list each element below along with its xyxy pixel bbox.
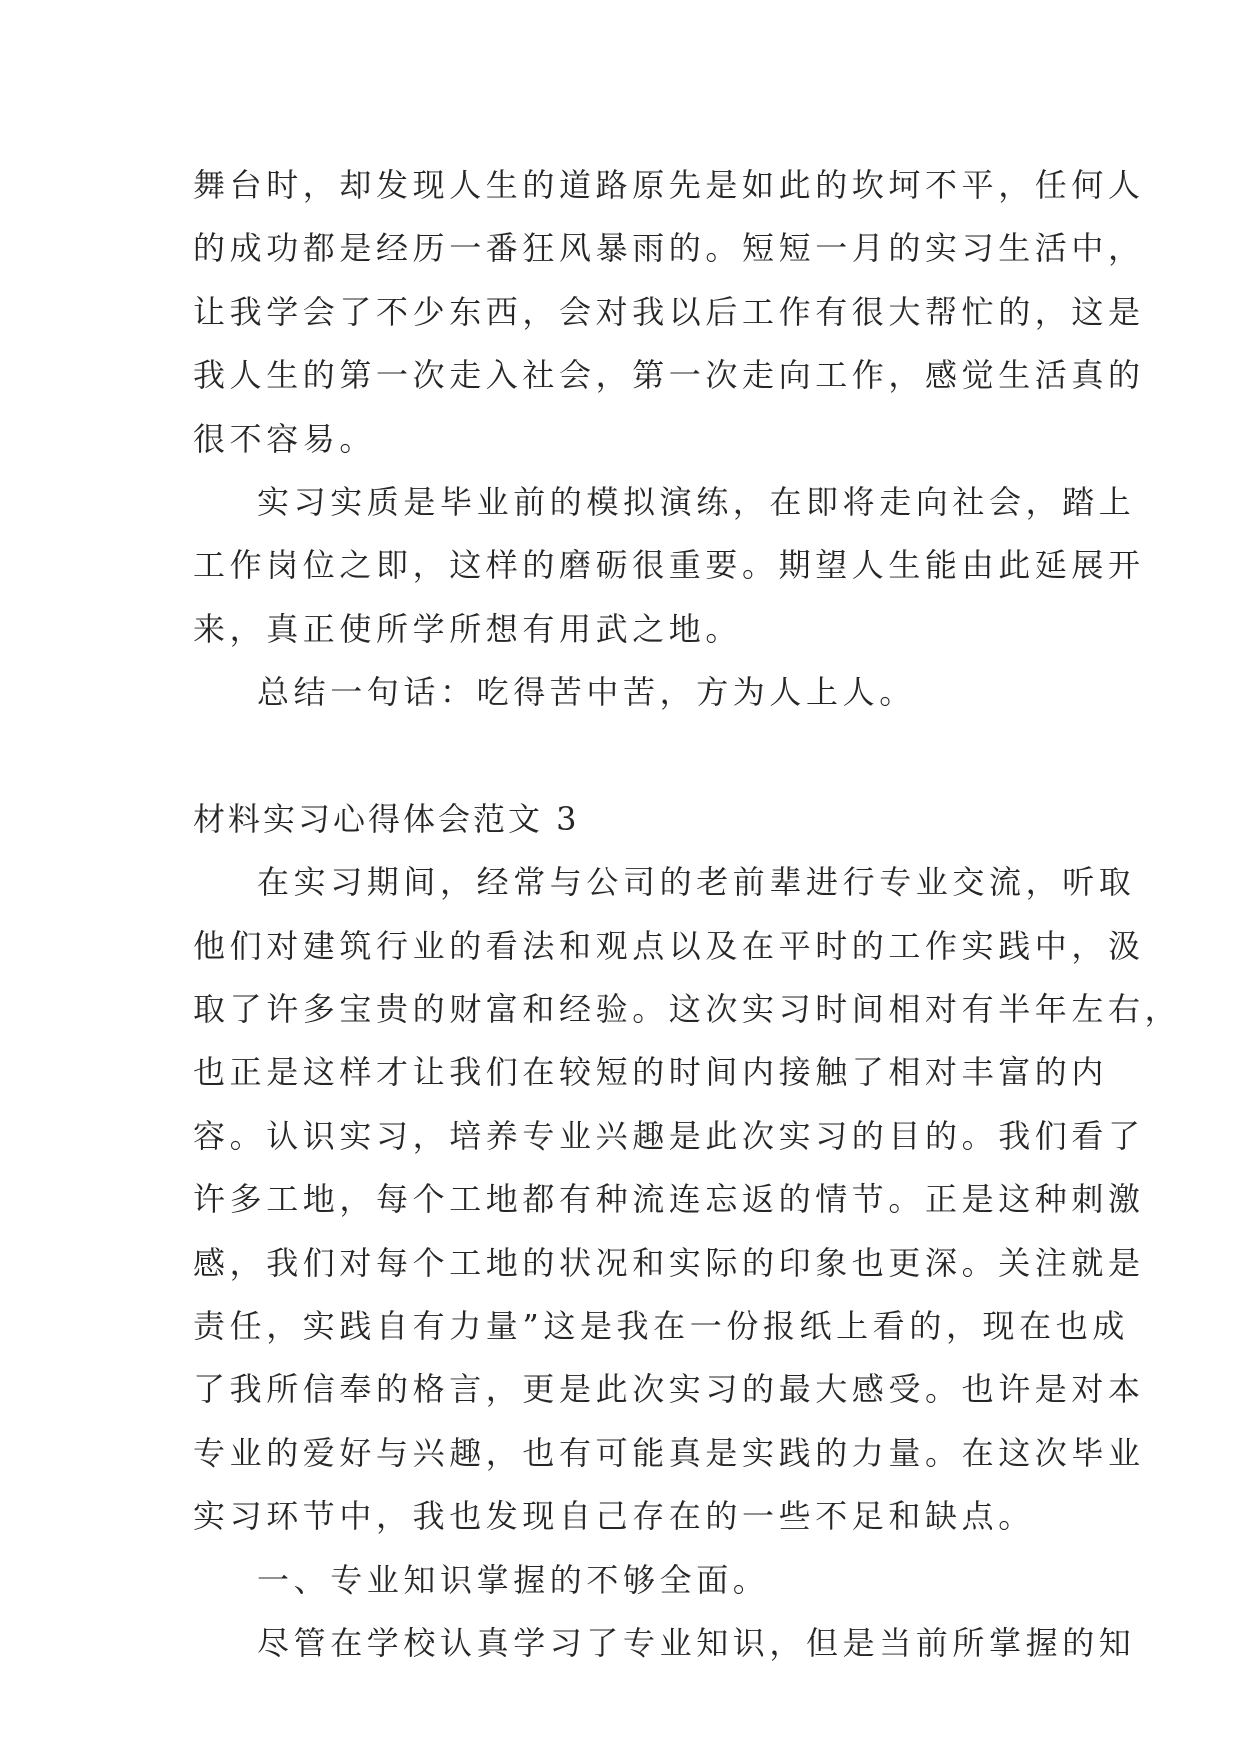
paragraph-line: 实习环节中，我也发现自己存在的一些不足和缺点。 <box>193 1497 1035 1536</box>
paragraph-line: 我人生的第一次走入社会，第一次走向工作，感觉生活真的 <box>193 356 1145 395</box>
paragraph-line: 专业的爱好与兴趣，也有可能真是实践的力量。在这次毕业 <box>193 1433 1145 1472</box>
paragraph-line: 也正是这样才让我们在较短的时间内接触了相对丰富的内 <box>193 1053 1109 1092</box>
paragraph-line: 让我学会了不少东西，会对我以后工作有很大帮忙的，这是 <box>193 292 1145 331</box>
paragraph-line: 容。认识实习，培养专业兴趣是此次实习的目的。我们看了 <box>193 1116 1145 1155</box>
list-item: 一、专业知识掌握的不够全面。 <box>257 1560 770 1599</box>
paragraph-line: 的成功都是经历一番狂风暴雨的。短短一月的实习生活中， <box>193 229 1145 268</box>
paragraph-line: 责任，实践自有力量”这是我在一份报纸上看的，现在也成 <box>193 1307 1129 1346</box>
paragraph-line: 许多工地，每个工地都有种流连忘返的情节。正是这种刺激 <box>193 1180 1145 1219</box>
paragraph-line: 取了许多宝贵的财富和经验。这次实习时间相对有半年左右， <box>193 990 1182 1029</box>
paragraph-line: 尽管在学校认真学习了专业知识，但是当前所掌握的知 <box>257 1623 1136 1662</box>
paragraph-line: 他们对建筑行业的看法和观点以及在平时的工作实践中，汲 <box>193 926 1145 965</box>
paragraph-line: 很不容易。 <box>193 419 377 458</box>
paragraph-line: 工作岗位之即，这样的磨砺很重要。期望人生能由此延展开 <box>193 546 1145 585</box>
paragraph-line: 总结一句话：吃得苦中苦，方为人上人。 <box>257 673 916 712</box>
paragraph-line: 实习实质是毕业前的模拟演练，在即将走向社会，踏上 <box>257 482 1136 521</box>
paragraph-line: 舞台时，却发现人生的道路原先是如此的坎坷不平，任何人 <box>193 166 1145 204</box>
section-heading: 材料实习心得体会范文 3 <box>193 799 580 838</box>
paragraph-line: 了我所信奉的格言，更是此次实习的最大感受。也许是对本 <box>193 1370 1145 1409</box>
document-body <box>193 154 1182 1675</box>
paragraph-line: 在实习期间，经常与公司的老前辈进行专业交流，听取 <box>257 863 1136 902</box>
blank-line <box>193 725 1073 788</box>
paragraph-line: 来，真正使所学所想有用武之地。 <box>193 609 743 648</box>
paragraph-line: 感，我们对每个工地的状况和实际的印象也更深。关注就是 <box>193 1243 1145 1282</box>
